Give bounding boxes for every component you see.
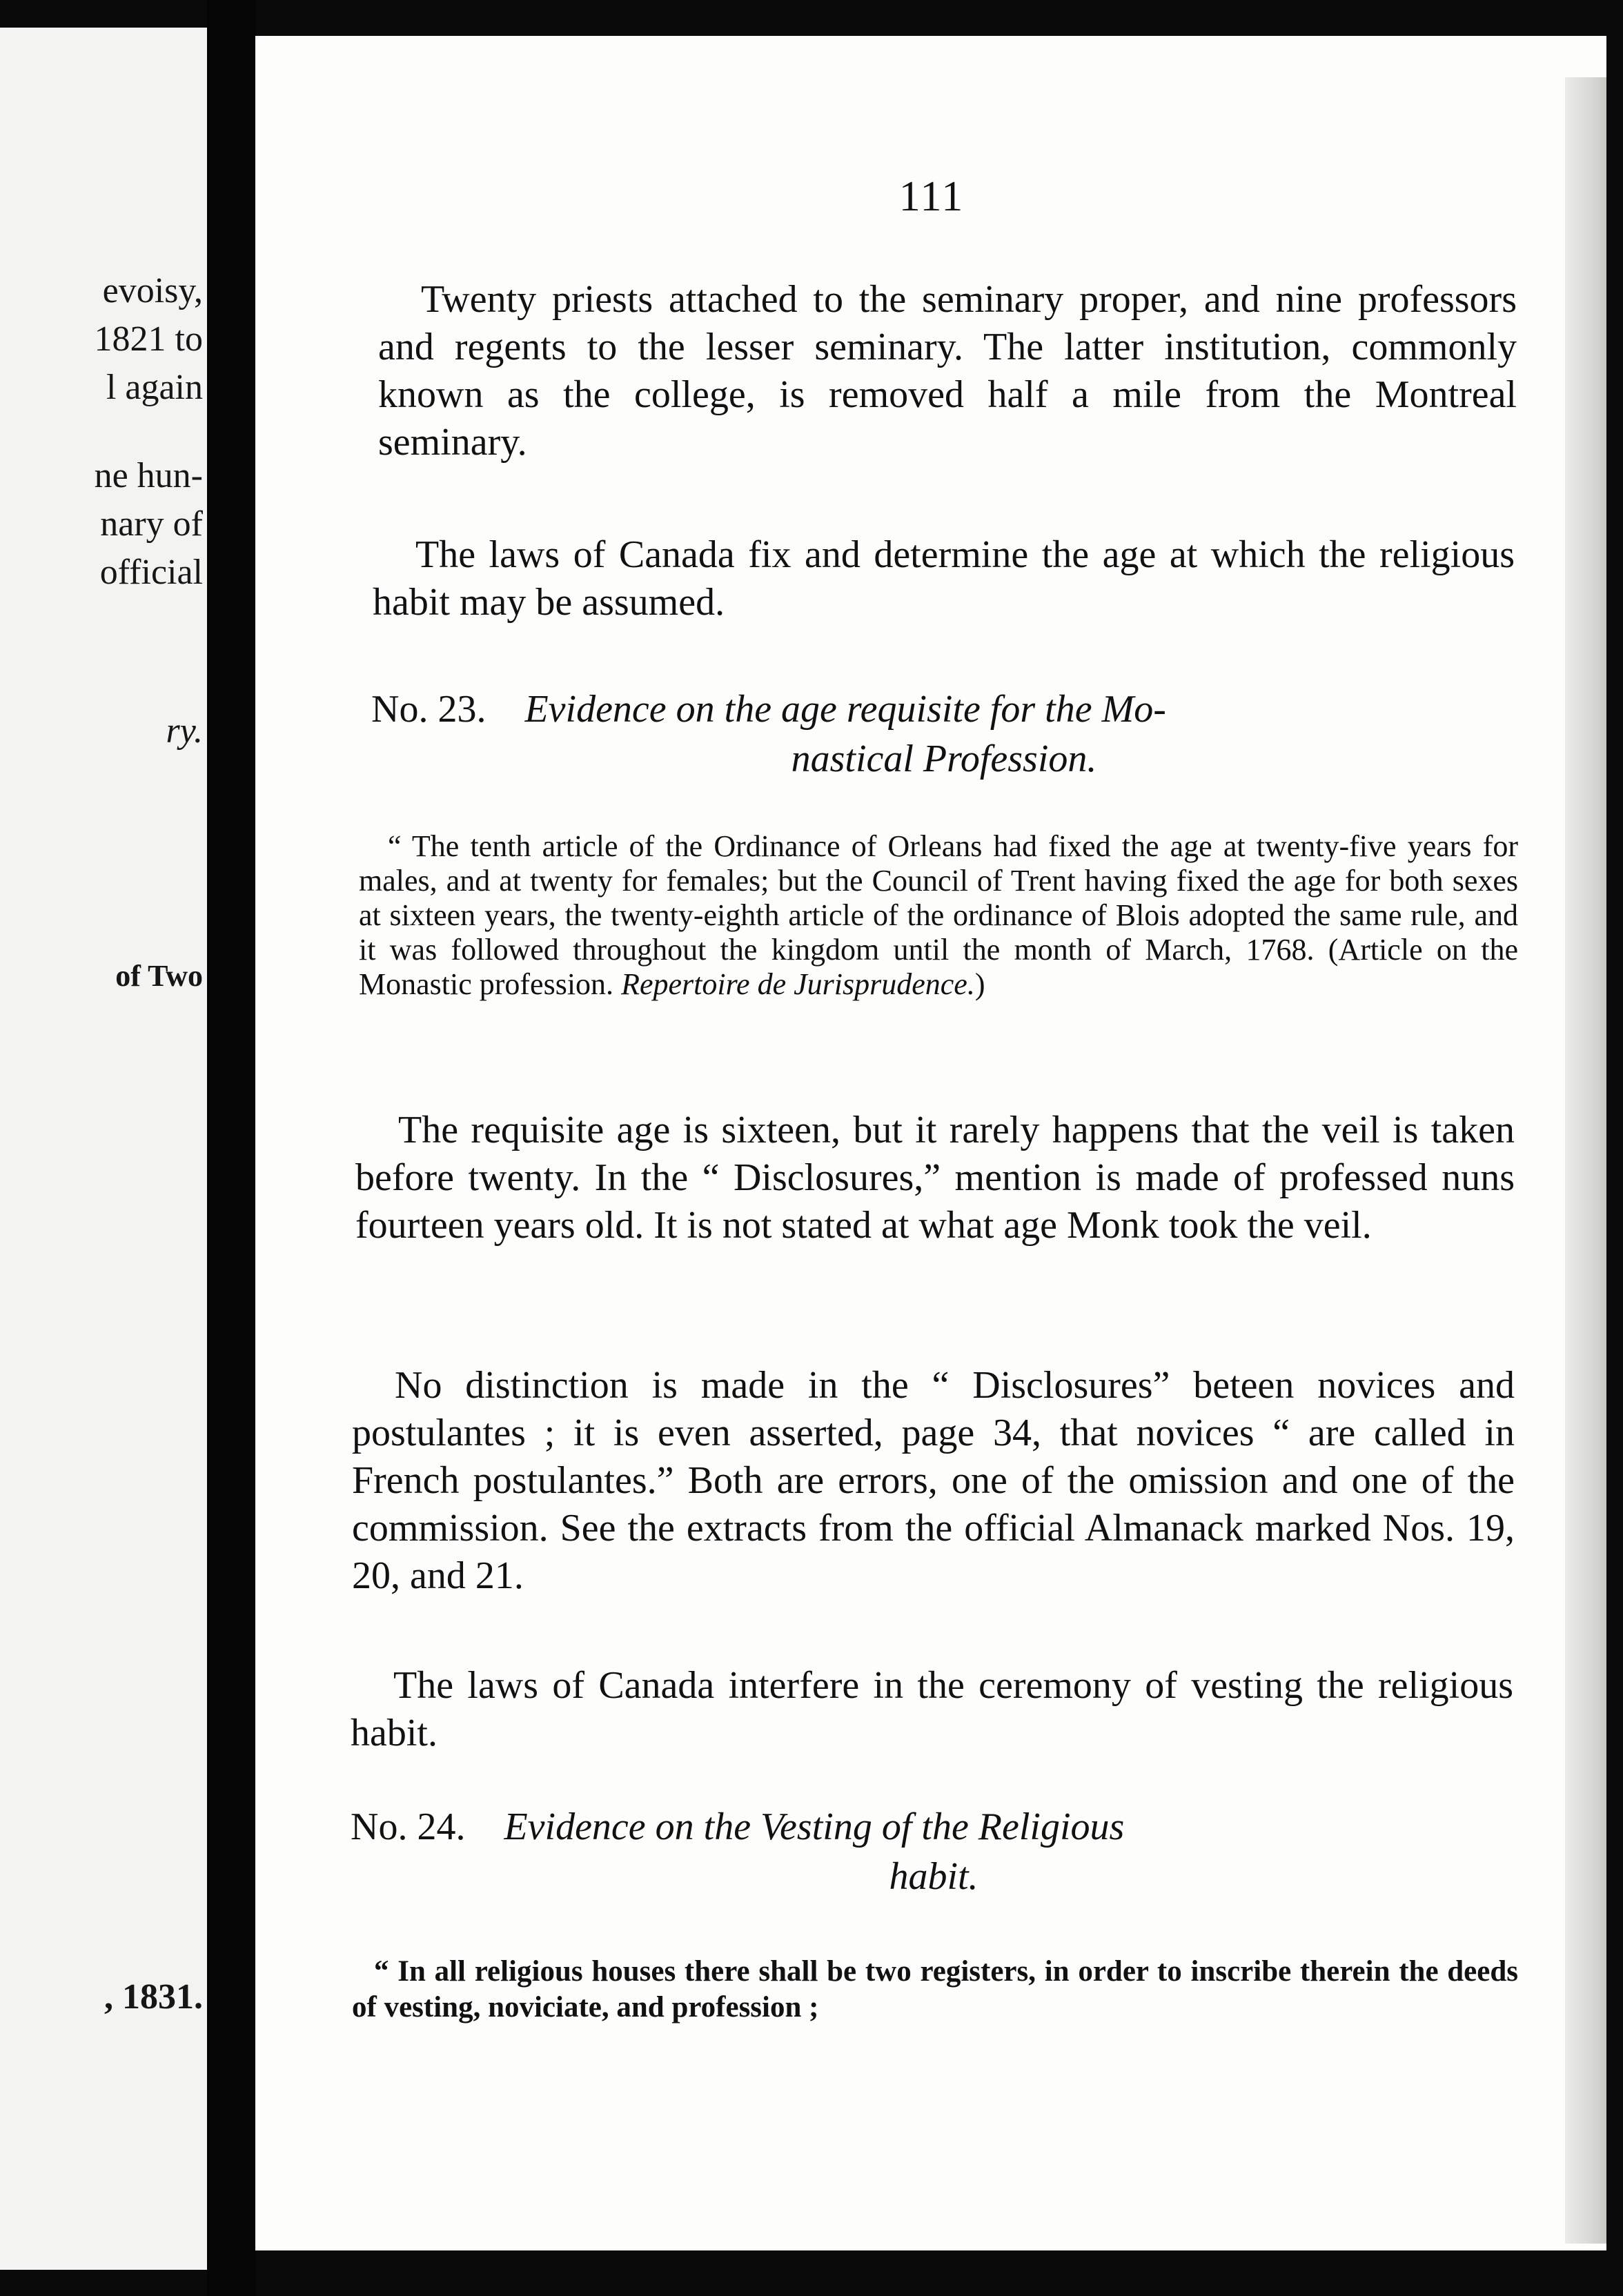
paragraph-requisite-age: The requisite age is sixteen, but it rarely happens that the veil is taken before twenty. In the “ Disclosures,” mention is made of professed nuns fourteen years old. It is not stated at what age Monk took the veil. (355, 1109, 1515, 1247)
left-page-line: nary of (100, 504, 203, 544)
left-page (0, 28, 207, 2270)
quote-source: Repertoire de Jurisprudence. (621, 967, 975, 1001)
quote-registers: “ In all religious houses there shall be two registers, in order to inscribe therein the deeds of vesting, noviciate, and profession ; (352, 1955, 1518, 2023)
quote-close: ) (974, 967, 985, 1001)
heading-title: Evidence on the Vesting of the Religious (504, 1805, 1125, 1848)
left-page-line: 1821 to (94, 319, 203, 359)
page-number: 111 (898, 173, 965, 220)
page-edge (1565, 77, 1606, 2244)
quote-ordinance (359, 829, 1518, 1002)
paragraph-distinction: No distinction is made in the “ Disclosures” beteen novices and postulantes ; it is even asserted, page 34, that novices “ are called in French postulantes.” Both are errors, one of the omission and one of the commission. See the extracts from the official Almanack marked Nos. 19, 20, and 21. (352, 1364, 1515, 1597)
heading-title: Evidence on the age requisite for the Mo- (524, 688, 1166, 731)
left-page-line: l again (106, 368, 203, 407)
left-page-line: , 1831. (104, 1977, 203, 2017)
heading-number: No. 24. (351, 1805, 466, 1848)
heading-no-23 (371, 684, 1517, 784)
heading-no-24 (351, 1802, 1517, 1901)
paragraph-laws-age: The laws of Canada fix and determine the age at which the religious habit may be assumed. (373, 533, 1515, 624)
left-page-line: of Two (115, 959, 203, 993)
right-page (255, 36, 1606, 2250)
quote-text: “ The tenth article of the Ordinance of Orleans had fixed the age at twenty-five years for males, and at twenty for females; but the Council of Trent having fixed the age for both sexes at sixteen years, the twenty-eighth article of the ordinance of Blois adopted the same rule, and it was followed throughout the kingdom until the month of March, 1768. (Article on the Monastic profession. (359, 829, 1518, 1001)
left-page-line: official (99, 553, 203, 592)
heading-number: No. 23. (371, 688, 486, 731)
paragraph-seminary: Twenty priests attached to the seminary proper, and nine professors and regents to the lesser seminary. The latter institution, commonly known as the college, is removed half a mile from the Montreal seminary. (378, 278, 1517, 464)
heading-title-continued: nastical Profession. (791, 738, 1097, 780)
paragraph-vesting-laws: The laws of Canada interfere in the ceremony of vesting the religious habit. (351, 1664, 1513, 1754)
left-page-line: ne hun- (94, 456, 203, 495)
heading-title-continued: habit. (889, 1855, 978, 1898)
left-page-line: ry. (166, 711, 203, 751)
left-page-line: evoisy, (102, 271, 203, 310)
book-gutter (207, 0, 255, 2296)
